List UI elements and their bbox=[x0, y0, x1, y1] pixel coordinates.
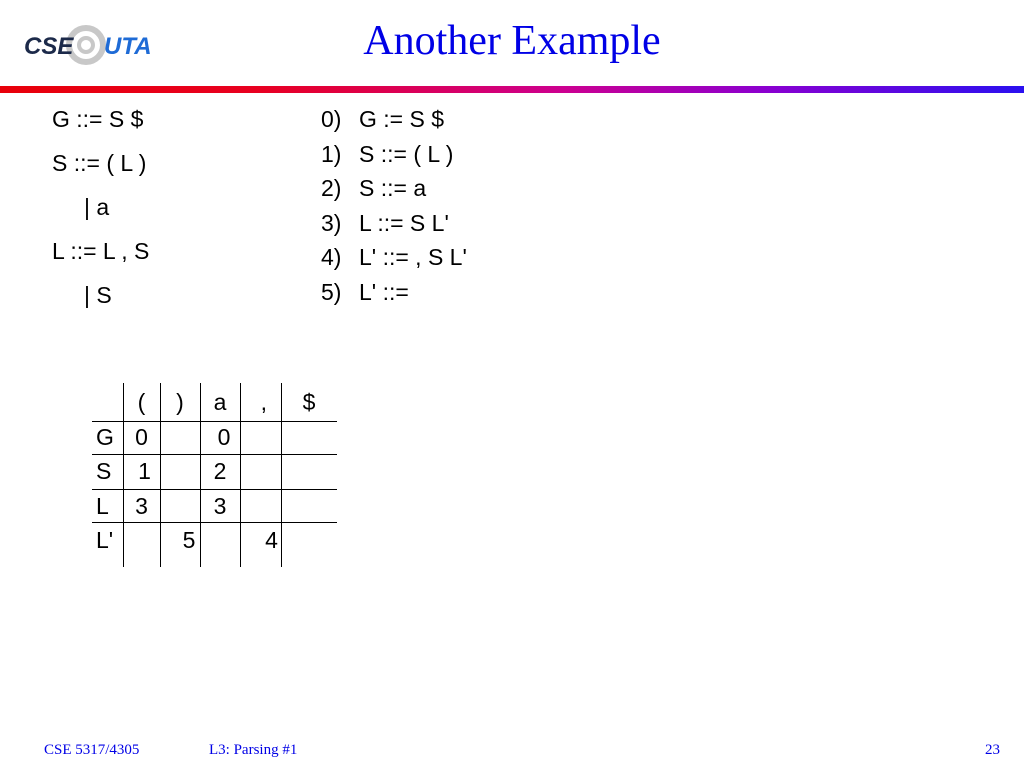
table-cell bbox=[281, 523, 337, 557]
table-cell bbox=[240, 454, 281, 488]
rule-number: 1) bbox=[321, 140, 342, 167]
rule-text: L ::= S L' bbox=[359, 209, 449, 236]
rule-number: 4) bbox=[321, 244, 342, 270]
table-cell: 0 bbox=[135, 424, 148, 450]
grammar-line: G ::= S $ bbox=[52, 106, 144, 132]
rule-text: L' ::= , S L' bbox=[359, 244, 467, 270]
table-cell bbox=[200, 523, 240, 557]
table-cell: 0 bbox=[217, 424, 231, 450]
footer-lecture: L3: Parsing #1 bbox=[209, 742, 298, 758]
row-header: L bbox=[96, 493, 109, 519]
column-header: ) bbox=[176, 389, 184, 415]
table-cell bbox=[123, 523, 160, 557]
svg-text:CSE: CSE bbox=[24, 33, 74, 60]
table-cell bbox=[240, 420, 281, 454]
table-cell: 1 bbox=[138, 458, 151, 484]
rule-text: S ::= ( L ) bbox=[359, 140, 454, 167]
rule-item bbox=[321, 139, 467, 174]
table-cell bbox=[281, 489, 337, 523]
table-cell: 3 bbox=[213, 493, 227, 519]
table-cell: 3 bbox=[135, 493, 148, 519]
rule-item bbox=[321, 173, 467, 208]
table-cell bbox=[281, 420, 337, 454]
svg-text:UTA: UTA bbox=[104, 33, 152, 60]
rule-number: 0) bbox=[321, 106, 342, 132]
grammar-line: S ::= ( L ) bbox=[52, 150, 147, 176]
rule-item bbox=[321, 104, 467, 139]
grammar-line: | S bbox=[84, 282, 112, 308]
rule-item bbox=[321, 242, 467, 277]
rule-text: S ::= a bbox=[359, 175, 427, 201]
row-header: S bbox=[96, 458, 112, 484]
column-header: a bbox=[213, 389, 227, 415]
parse-table bbox=[92, 383, 338, 567]
footer-course: CSE 5317/4305 bbox=[44, 742, 140, 758]
table-cell: 2 bbox=[213, 458, 227, 484]
rule-number: 2) bbox=[321, 175, 342, 201]
table-cell bbox=[281, 454, 337, 488]
row-header: L' bbox=[96, 527, 114, 553]
table-cell bbox=[160, 420, 200, 454]
table-cell: 5 bbox=[182, 527, 196, 553]
rule-number: 5) bbox=[321, 278, 342, 305]
rule-text: L' ::= bbox=[359, 278, 409, 305]
numbered-rules bbox=[321, 104, 467, 311]
rule-text: G := S $ bbox=[359, 106, 445, 132]
rule-item bbox=[321, 277, 467, 312]
row-header: G bbox=[96, 424, 114, 450]
table-cell: 4 bbox=[265, 527, 278, 553]
column-header: ( bbox=[137, 389, 146, 415]
column-header: $ bbox=[302, 389, 316, 415]
grammar-line: L ::= L , S bbox=[52, 238, 150, 264]
slide-title: Another Example bbox=[363, 18, 661, 64]
footer-page-number: 23 bbox=[985, 742, 1000, 758]
grammar-block bbox=[52, 104, 149, 324]
table-cell bbox=[160, 489, 200, 523]
grammar-line: | a bbox=[84, 194, 110, 220]
title-underline-bar bbox=[0, 86, 1024, 93]
rule-number: 3) bbox=[321, 209, 342, 236]
column-header: , bbox=[260, 389, 267, 415]
table-cell bbox=[160, 454, 200, 488]
rule-item bbox=[321, 208, 467, 243]
table-cell bbox=[240, 489, 281, 523]
